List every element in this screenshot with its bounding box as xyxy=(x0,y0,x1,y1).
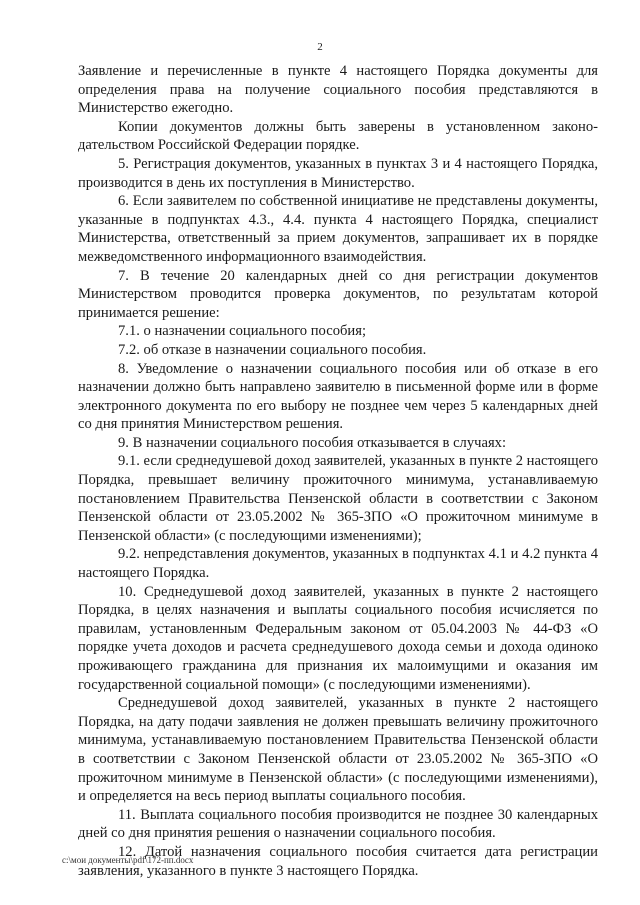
paragraph: 9.2. непредставления документов, указанных в подпунктах 4.1 и 4.2 пункта 4 настоящего Порядка. xyxy=(78,546,598,582)
paragraph: 5. Регистрация документов, указанных в пунктах 3 и 4 настоящего Порядка, производится в день их поступления в Министерство. xyxy=(78,155,598,191)
paragraph: 11. Выплата социального пособия производится не позднее 30 календарных дней со дня принятия решения о назначении социального пособия. xyxy=(78,806,598,842)
paragraph: Среднедушевой доход заявителей, указанных в пункте 2 настоящего Порядка, на дату подачи заявления не должен превышать величину прожиточного минимума, устанавливаемую постановлением Правительства Пензенской области в соответствии с Законом Пензенской области от 23.05.2002 № 365-ЗПО «О прожиточном минимуме в Пензенской области» (с последующими изменениями), и определяется на весь период выплаты социального пособия. xyxy=(78,695,598,805)
paragraph: 10. Среднедушевой доход заявителей, указанных в пункте 2 настоящего Порядка, в целях назначения и выплаты социального пособия исчисляется по правилам, установленным Федеральным законом от 05.04.2003 № 44-ФЗ «О порядке учета доходов и расчета среднедушевого дохода семьи и дохода одиноко проживающего гражданина для признания их малоимущими и оказания им государственной социальной помощи» (с последующими изменениями). xyxy=(78,583,598,693)
paragraph: 7.2. об отказе в назначении социального пособия. xyxy=(118,341,427,358)
paragraph: 7. В течение 20 календарных дней со дня регистрации документов Министерством проводится проверка документов, по результатам которой принимается решение: xyxy=(78,267,598,321)
paragraph: 9. В назначении социального пособия отказывается в случаях: xyxy=(118,434,507,451)
paragraph: Копии документов должны быть заверены в установленном законодательством Российской Федерации порядке. xyxy=(78,118,598,154)
paragraph: 12. Датой назначения социального пособия считается дата регистрации заявления, указанного в пункте 3 настоящего Порядка. xyxy=(78,843,598,879)
file-path-footer: c:\мои документы\pdf\172-пп.docx xyxy=(62,855,194,865)
paragraph: Заявление и перечисленные в пункте 4 настоящего Порядка документы для определения права на получение социального пособия представляются в Министерство ежегодно. xyxy=(78,63,598,117)
paragraph: 7.1. о назначении социального пособия; xyxy=(118,323,366,340)
paragraph: 8. Уведомление о назначении социального пособия или об отказе в его назначении должно быть направлено заявителю в письменной форме или в форме электронного документа по его выбору не позднее чем через 5 календарных дней со дня принятия Министерством решения. xyxy=(78,360,598,433)
paragraph: 6. Если заявителем по собственной инициативе не представлены документы, указанные в подпунктах 4.3., 4.4. пункта 4 настоящего Порядка, специалист Министерства, ответственный за прием документов, запрашивает их в порядке межведомственного информационного взаимодействия. xyxy=(78,193,598,265)
paragraph: 9.1. если среднедушевой доход заявителей, указанных в пункте 2 настоящего Порядка, превышает величину прожиточного минимума, устанавливаемую постановлением Правительства Пензенской области в соответствии с Законом Пензенской области от 23.05.2002 № 365-ЗПО «О прожиточном минимуме в Пензенской области» (с последующими изменениями); xyxy=(78,453,598,544)
page-number: 2 xyxy=(317,41,323,53)
document-body xyxy=(78,62,598,880)
